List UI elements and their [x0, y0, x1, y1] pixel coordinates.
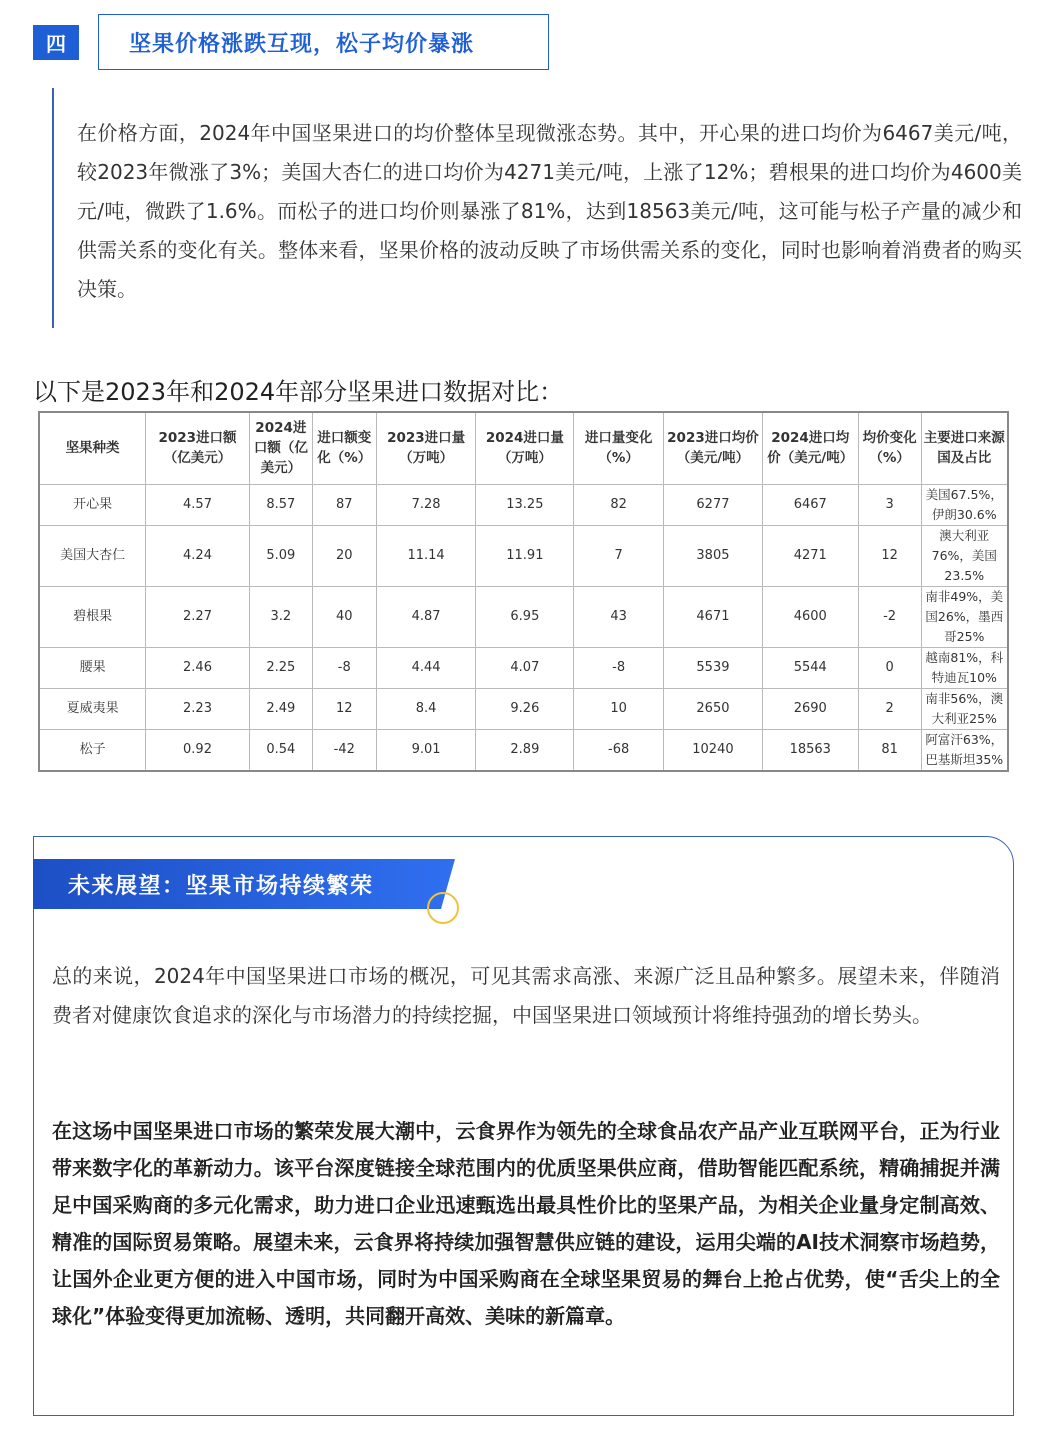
outlook-paragraph-1: 总的来说，2024年中国坚果进口市场的概况，可见其需求高涨、来源广泛且品种繁多。展望未来，伴随消费者对健康饮食追求的深化与市场潜力的持续挖掘，中国坚果进口领域预计将维持强劲的增长势头。 — [52, 964, 1000, 1027]
table-cell: 0.92 — [146, 729, 250, 771]
table-cell: 13.25 — [476, 484, 574, 525]
header-cell: 2024进口额（亿美元） — [249, 412, 312, 484]
table-cell: -8 — [312, 647, 376, 688]
table-cell: 2.23 — [146, 688, 250, 729]
table-cell-source: 越南81%，科特迪瓦10% — [921, 647, 1008, 688]
table-cell: 0 — [858, 647, 921, 688]
table-cell: 4.87 — [376, 586, 476, 647]
table-cell: 5.09 — [249, 525, 312, 586]
table-row — [39, 586, 1008, 647]
outlook-banner-title: 未来展望：坚果市场持续繁荣 — [68, 873, 374, 899]
table-cell: 18563 — [762, 729, 858, 771]
table-cell: 0.54 — [249, 729, 312, 771]
outlook-banner — [33, 859, 455, 909]
section-title: 坚果价格涨跌互现，松子均价暴涨 — [98, 14, 549, 70]
table-cell-source: 澳大利亚76%，美国23.5% — [921, 525, 1008, 586]
table-cell: 4671 — [664, 586, 763, 647]
nut-import-table — [38, 411, 1009, 772]
table-cell: 2650 — [664, 688, 763, 729]
table-cell: 40 — [312, 586, 376, 647]
header-cell: 2023进口量（万吨） — [376, 412, 476, 484]
table-cell: 4.44 — [376, 647, 476, 688]
table-cell: 5539 — [664, 647, 763, 688]
table-cell: 开心果 — [39, 484, 146, 525]
table-cell: 2 — [858, 688, 921, 729]
table-cell: 2.89 — [476, 729, 574, 771]
table-cell-source: 南非49%，美国26%，墨西哥25% — [921, 586, 1008, 647]
table-cell-source: 南非56%，澳大利亚25% — [921, 688, 1008, 729]
table-cell: 81 — [858, 729, 921, 771]
table-cell-source: 阿富汗63%，巴基斯坦35% — [921, 729, 1008, 771]
header-cell: 进口量变化（%） — [574, 412, 664, 484]
header-cell: 2023进口额（亿美元） — [146, 412, 250, 484]
table-cell: 9.01 — [376, 729, 476, 771]
header-cell: 均价变化（%） — [858, 412, 921, 484]
table-header-row — [39, 412, 1008, 484]
table-cell: 2690 — [762, 688, 858, 729]
header-cell: 主要进口来源国及占比 — [921, 412, 1008, 484]
table-cell: 3805 — [664, 525, 763, 586]
outlook-box — [33, 836, 1014, 1416]
table-cell: 7 — [574, 525, 664, 586]
table-cell: 10 — [574, 688, 664, 729]
table-cell: 3 — [858, 484, 921, 525]
table-cell: 松子 — [39, 729, 146, 771]
table-cell: 82 — [574, 484, 664, 525]
table-cell: 碧根果 — [39, 586, 146, 647]
table-cell: 夏威夷果 — [39, 688, 146, 729]
table-cell: 2.46 — [146, 647, 250, 688]
table-cell: 2.27 — [146, 586, 250, 647]
table-cell: -2 — [858, 586, 921, 647]
table-cell: 8.57 — [249, 484, 312, 525]
table-cell: 7.28 — [376, 484, 476, 525]
table-cell: 12 — [858, 525, 921, 586]
table-cell: 2.49 — [249, 688, 312, 729]
table-cell: 11.14 — [376, 525, 476, 586]
table-row — [39, 729, 1008, 771]
table-cell: 11.91 — [476, 525, 574, 586]
table-cell: 20 — [312, 525, 376, 586]
decorative-circle-icon — [427, 892, 459, 924]
table-cell: 美国大杏仁 — [39, 525, 146, 586]
table-cell: -68 — [574, 729, 664, 771]
table-cell: 12 — [312, 688, 376, 729]
header-cell: 坚果种类 — [39, 412, 146, 484]
header-cell: 进口额变化（%） — [312, 412, 376, 484]
table-cell: 4.07 — [476, 647, 574, 688]
header-cell: 2024进口量（万吨） — [476, 412, 574, 484]
table-cell: 6277 — [664, 484, 763, 525]
section-number: 四 — [33, 25, 79, 60]
table-cell: 4.24 — [146, 525, 250, 586]
table-row — [39, 484, 1008, 525]
table-cell: 4600 — [762, 586, 858, 647]
outlook-paragraph-2: 在这场中国坚果进口市场的繁荣发展大潮中，云食界作为领先的全球食品农产品产业互联网平台，正为行业带来数字化的革新动力。该平台深度链接全球范围内的优质坚果供应商，借助智能匹配系统，精确捕捉并满足中国采购商的多元化需求，助力进口企业迅速甄选出最具性价比的坚果产品，为相关企业量身定制高效、精准的国际贸易策略。展望未来，云食界将持续加强智慧供应链的建设，运用尖端的AI技术洞察市场趋势，让国外企业更方便的进入中国市场，同时为中国采购商在全球坚果贸易的舞台上抢占优势，使“舌尖上的全球化”体验变得更加流畅、透明，共同翻开高效、美味的新篇章。 — [52, 1119, 1000, 1328]
table-cell: 43 — [574, 586, 664, 647]
table-cell: -42 — [312, 729, 376, 771]
table-cell: 2.25 — [249, 647, 312, 688]
table-cell: 4.57 — [146, 484, 250, 525]
header-cell: 2023进口均价（美元/吨） — [664, 412, 763, 484]
header-cell: 2024进口均价（美元/吨） — [762, 412, 858, 484]
table-cell: 8.4 — [376, 688, 476, 729]
table-cell: -8 — [574, 647, 664, 688]
table-cell: 87 — [312, 484, 376, 525]
table-cell-source: 美国67.5%，伊朗30.6% — [921, 484, 1008, 525]
table-cell: 3.2 — [249, 586, 312, 647]
table-cell: 5544 — [762, 647, 858, 688]
table-cell: 6.95 — [476, 586, 574, 647]
table-cell: 腰果 — [39, 647, 146, 688]
table-cell: 6467 — [762, 484, 858, 525]
table-row — [39, 688, 1008, 729]
table-cell: 9.26 — [476, 688, 574, 729]
table-cell: 4271 — [762, 525, 858, 586]
intro-paragraph: 在价格方面，2024年中国坚果进口的均价整体呈现微涨态势。其中，开心果的进口均价为6467美元/吨，较2023年微涨了3%；美国大杏仁的进口均价为4271美元/吨，上涨了12%；碧根果的进口均价为4600美元/吨，微跌了1.6%。而松子的进口均价则暴涨了81%，达到18563美元/吨，这可能与松子产量的减少和供需关系的变化有关。整体来看，坚果价格的波动反映了市场供需关系的变化，同时也影响着消费者的购买决策。 — [77, 121, 1022, 301]
table-row — [39, 525, 1008, 586]
table-row — [39, 647, 1008, 688]
intro-block — [52, 88, 1022, 328]
table-cell: 10240 — [664, 729, 763, 771]
table-caption: 以下是2023年和2024年部分坚果进口数据对比： — [33, 378, 564, 406]
